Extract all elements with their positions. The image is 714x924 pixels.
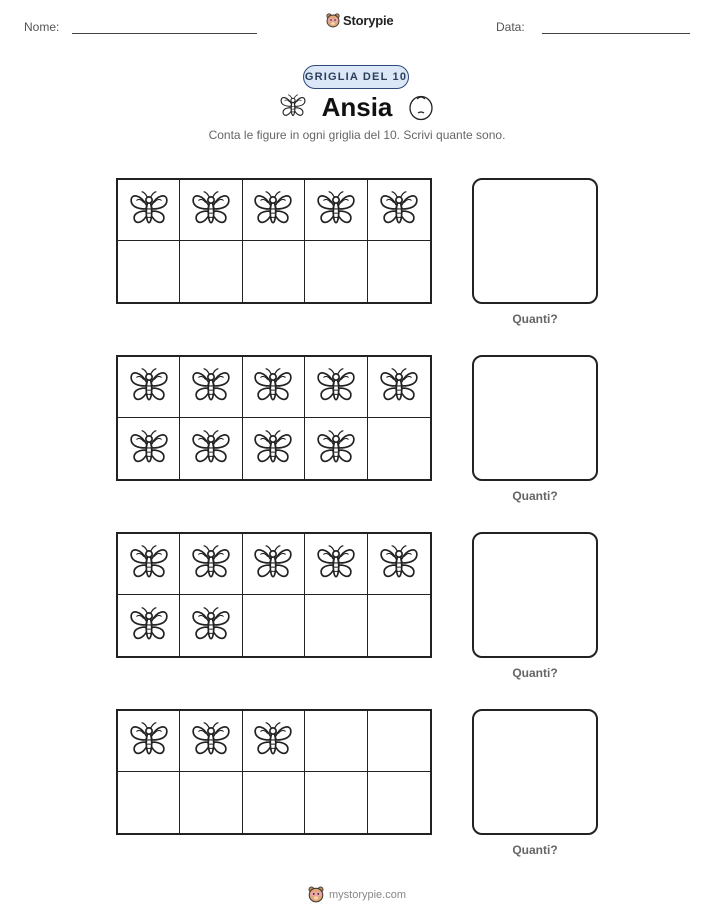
- answer-label: Quanti?: [512, 312, 558, 326]
- ten-frame-cell: [305, 180, 367, 241]
- ten-frame-cell: [243, 357, 305, 418]
- ten-frame-grid: [116, 532, 432, 658]
- ten-frame-cell: [118, 711, 180, 772]
- ten-frame-cell: [180, 534, 242, 595]
- butterfly-icon: [252, 720, 294, 762]
- bear-logo-icon: [308, 886, 324, 903]
- butterfly-icon: [252, 428, 294, 470]
- ten-frame-cell: [305, 418, 367, 479]
- ten-frame-cell: [118, 357, 180, 418]
- ten-frame-cell: [118, 180, 180, 241]
- butterfly-icon: [190, 428, 232, 470]
- ten-frame-cell: [368, 418, 430, 479]
- butterfly-icon: [128, 720, 170, 762]
- ten-frame-cell: [368, 595, 430, 656]
- ten-frame-cell: [368, 357, 430, 418]
- brand-name: Storypie: [343, 13, 394, 28]
- ten-frame-cell: [180, 711, 242, 772]
- footer: [0, 886, 714, 903]
- ten-frame-cell: [305, 595, 367, 656]
- butterfly-icon: [315, 189, 357, 231]
- ten-frame-cell: [118, 772, 180, 833]
- answer-label: Quanti?: [512, 843, 558, 857]
- footer-url: mystorypie.com: [328, 888, 407, 901]
- ten-frame-cell: [368, 711, 430, 772]
- ten-frame-grid: [116, 709, 432, 835]
- ten-frame-cell: [305, 772, 367, 833]
- ten-frame-cell: [180, 772, 242, 833]
- ten-frame-cell: [118, 241, 180, 302]
- page-title: Ansia: [321, 92, 393, 122]
- butterfly-icon: [378, 543, 420, 585]
- ten-frame-cell: [180, 357, 242, 418]
- butterfly-icon: [315, 428, 357, 470]
- ten-frame-cell: [118, 418, 180, 479]
- ten-frame-cell: [243, 418, 305, 479]
- ten-frame-cell: [243, 772, 305, 833]
- ten-frame-cell: [180, 595, 242, 656]
- ten-frame-cell: [243, 534, 305, 595]
- ten-frame-grid: [116, 355, 432, 481]
- anxious-face-icon: [408, 93, 434, 121]
- ten-frame-cell: [243, 180, 305, 241]
- ten-frame-cell: [180, 241, 242, 302]
- butterfly-icon: [128, 189, 170, 231]
- ten-frame-cell: [243, 711, 305, 772]
- ten-frame-cell: [305, 534, 367, 595]
- ten-frame-cell: [243, 241, 305, 302]
- butterfly-icon: [190, 543, 232, 585]
- date-label: Data:: [496, 20, 525, 34]
- answer-box[interactable]: [472, 709, 598, 835]
- bear-logo-icon: [326, 13, 340, 28]
- ten-frame-cell: [305, 241, 367, 302]
- answer-box[interactable]: [472, 355, 598, 481]
- butterfly-icon: [252, 366, 294, 408]
- ten-frame-cell: [305, 357, 367, 418]
- butterfly-icon: [128, 366, 170, 408]
- ten-frame-cell: [368, 180, 430, 241]
- butterfly-icon: [190, 189, 232, 231]
- answer-box[interactable]: [472, 532, 598, 658]
- ten-frame-cell: [180, 180, 242, 241]
- ten-frame-grid: [116, 178, 432, 304]
- ten-frame-cell: [305, 711, 367, 772]
- butterfly-icon: [378, 366, 420, 408]
- butterfly-icon: [315, 543, 357, 585]
- name-line[interactable]: [72, 33, 257, 34]
- ten-frame-cell: [243, 595, 305, 656]
- ten-frame-cell: [180, 418, 242, 479]
- butterfly-icon: [190, 366, 232, 408]
- name-label: Nome:: [24, 20, 60, 34]
- answer-box[interactable]: [472, 178, 598, 304]
- ten-frame-cell: [368, 772, 430, 833]
- butterfly-icon: [252, 189, 294, 231]
- answer-label: Quanti?: [512, 489, 558, 503]
- brand-logo: [326, 13, 393, 28]
- butterfly-icon: [315, 366, 357, 408]
- butterfly-icon: [190, 605, 232, 647]
- butterfly-icon: [128, 605, 170, 647]
- date-line[interactable]: [542, 33, 690, 34]
- ten-frame-cell: [368, 241, 430, 302]
- instructions: Conta le figure in ogni griglia del 10. Scrivi quante sono.: [208, 128, 506, 142]
- butterfly-icon: [252, 543, 294, 585]
- worksheet-type-badge: GRIGLIA DEL 10: [303, 65, 409, 89]
- butterfly-icon: [378, 189, 420, 231]
- butterfly-icon: [190, 720, 232, 762]
- ten-frame-cell: [368, 534, 430, 595]
- butterfly-icon: [128, 543, 170, 585]
- ten-frame-cell: [118, 534, 180, 595]
- answer-label: Quanti?: [512, 666, 558, 680]
- butterfly-icon: [128, 428, 170, 470]
- ten-frame-cell: [118, 595, 180, 656]
